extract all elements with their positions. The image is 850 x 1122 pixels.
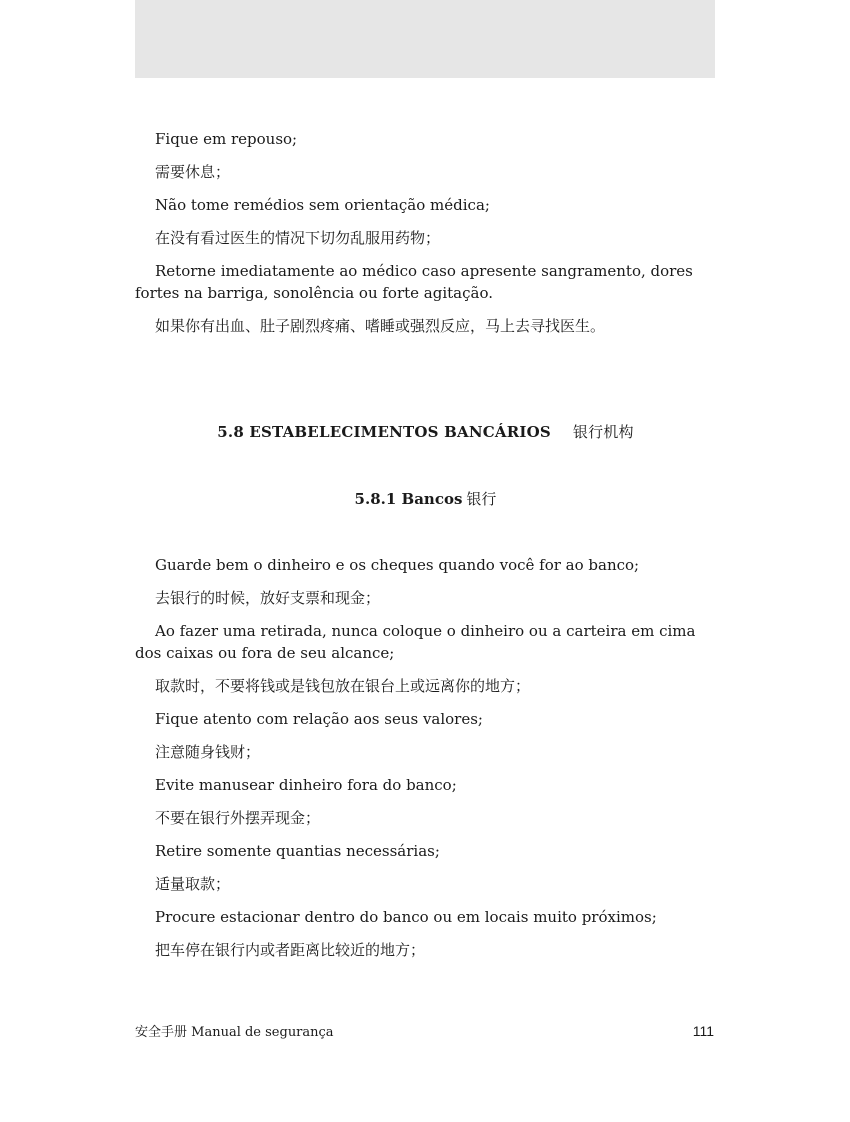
paragraph: 在没有看过医生的情况下切勿乱服用药物； [155, 229, 441, 247]
section-heading-zh: 银行机构 [572, 423, 634, 441]
paragraph: 取款时，不要将钱或是钱包放在银台上或远离你的地方； [155, 677, 531, 695]
paragraph: 适量取款； [155, 875, 231, 893]
paragraph: Guarde bem o dinheiro e os cheques quando você for ao banco; [155, 556, 640, 574]
paragraph: Fique atento com relação aos seus valores; [155, 710, 483, 728]
paragraph: Retire somente quantias necessárias; [155, 842, 440, 860]
paragraph-block-banks [135, 554, 716, 972]
paragraph: Evite manusear dinheiro fora do banco; [155, 776, 457, 794]
paragraph: 注意随身钱财； [155, 743, 261, 761]
header-band [135, 0, 715, 78]
paragraph: Ao fazer uma retirada, nunca coloque o dinheiro ou a carteira em cima dos caixas ou fora de seu alcance; [135, 622, 696, 662]
paragraph-block-health [135, 128, 716, 348]
paragraph: Fique em repouso; [155, 130, 298, 148]
subsection-heading [135, 488, 716, 509]
section-heading-text: 5.8 ESTABELECIMENTOS BANCÁRIOS [217, 423, 551, 441]
paragraph: 把车停在银行内或者距离比较近的地方； [155, 941, 426, 959]
paragraph: 去银行的时候，放好支票和现金； [155, 589, 381, 607]
footer-book-title: 安全手册 Manual de segurança [135, 1025, 334, 1040]
page-number: 111 [692, 1023, 714, 1039]
subsection-heading-text: 5.8.1 Bancos [354, 490, 463, 508]
paragraph: Retorne imediatamente ao médico caso apresente sangramento, dores fortes na barriga, sonolência ou forte agitação. [135, 262, 693, 302]
paragraph: 不要在银行外摆弄现金； [155, 809, 321, 827]
paragraph: Procure estacionar dentro do banco ou em locais muito próximos; [155, 908, 657, 926]
subsection-heading-zh: 银行 [466, 490, 497, 508]
section-heading [135, 421, 716, 442]
paragraph: Não tome remédios sem orientação médica; [155, 196, 490, 214]
paragraph: 如果你有出血、肚子剧烈疼痛、嗜睡或强烈反应，马上去寻找医生。 [155, 317, 606, 335]
paragraph: 需要休息； [155, 163, 231, 181]
